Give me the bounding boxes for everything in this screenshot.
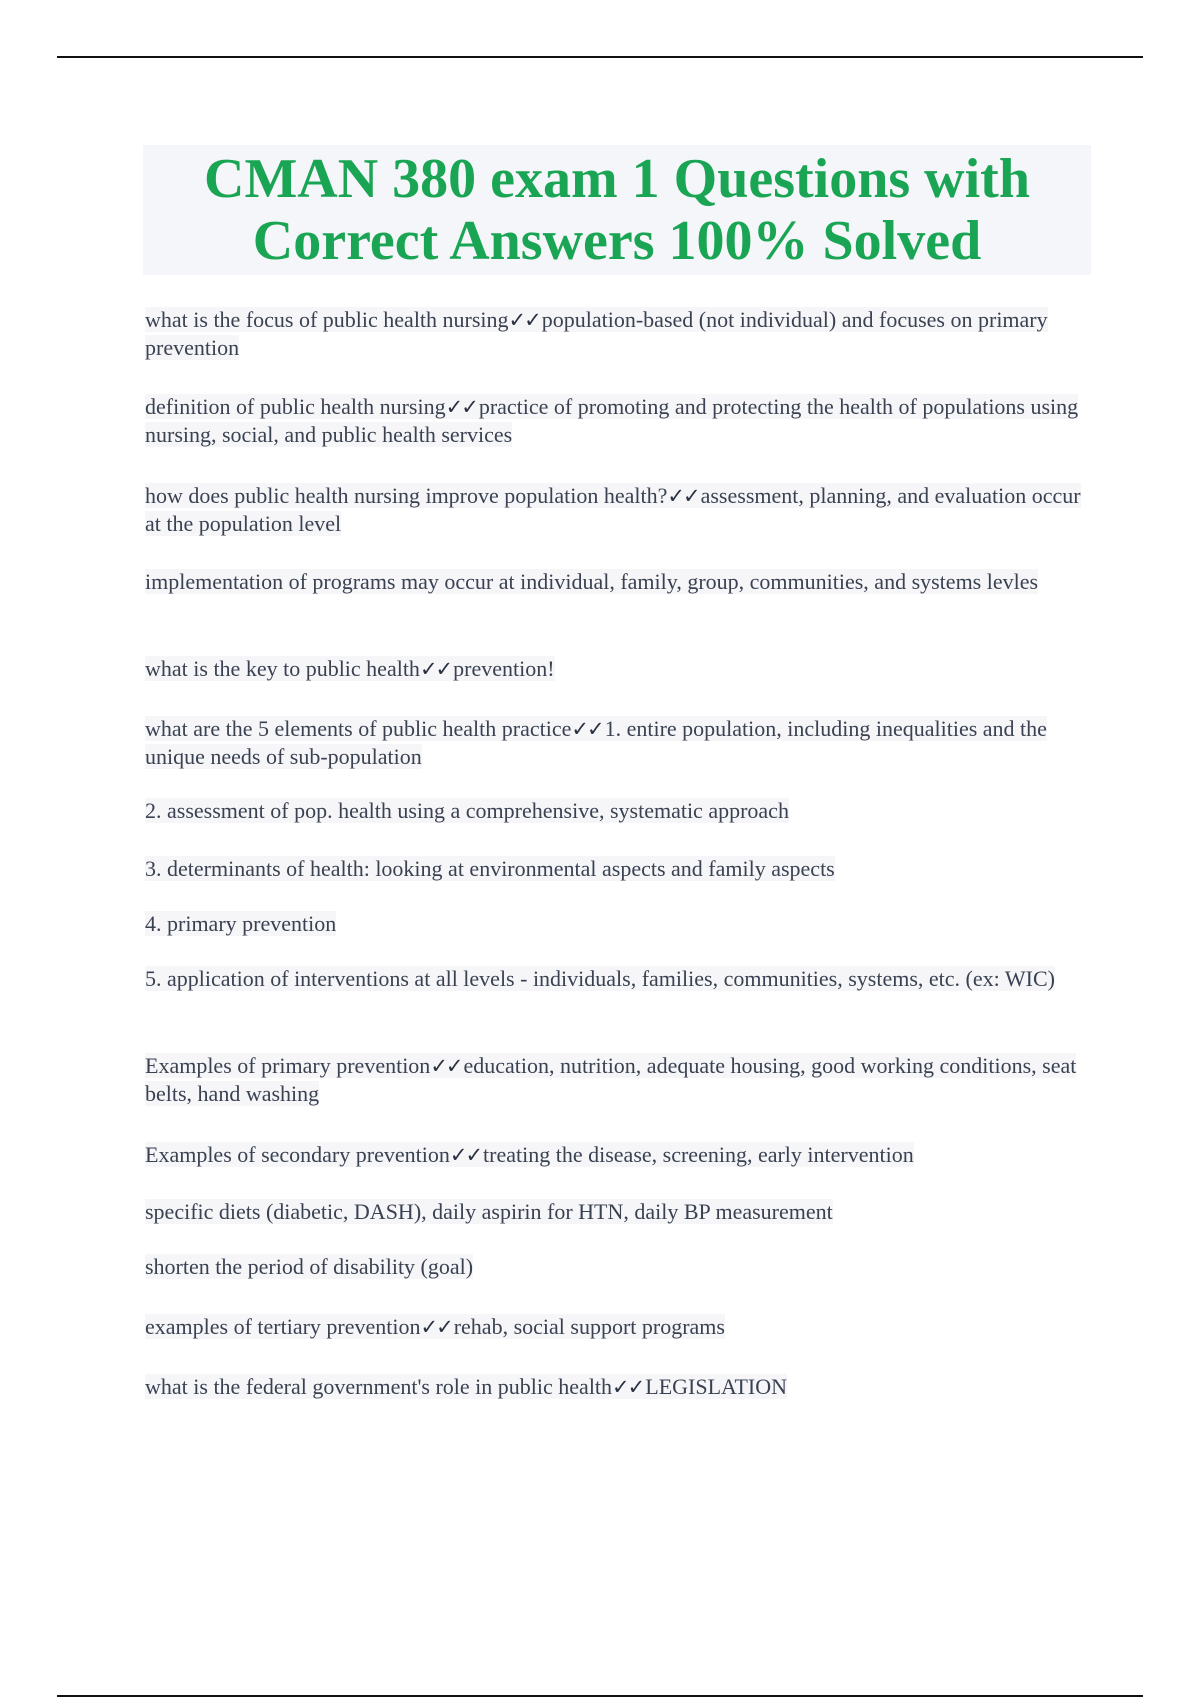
question-text: what is the key to public health (145, 656, 420, 681)
bottom-rule (57, 1695, 1143, 1697)
question-text: examples of tertiary prevention (145, 1314, 421, 1339)
double-check-icon: ✓✓ (430, 1054, 462, 1078)
answer-text: treating the disease, screening, early intervention (483, 1142, 914, 1167)
answer-text: LEGISLATION (645, 1374, 788, 1399)
question-text: what is the focus of public health nursing (145, 307, 509, 332)
double-check-icon: ✓✓ (445, 395, 477, 419)
qa-item (145, 482, 1095, 538)
double-check-icon: ✓✓ (571, 717, 603, 741)
qa-item (145, 1141, 1095, 1169)
qa-item (145, 855, 1095, 883)
paragraph-text: 3. determinants of health: looking at environmental aspects and family aspects (145, 856, 835, 881)
qa-item (145, 797, 1095, 825)
qa-item (145, 306, 1095, 362)
qa-item (145, 568, 1095, 596)
qa-item (145, 910, 1095, 938)
answer-text: population-based (not individual) and focuses on primary prevention (145, 307, 1048, 360)
qa-item (145, 1373, 1095, 1401)
question-text: how does public health nursing improve population health? (145, 483, 668, 508)
answer-text: assessment, planning, and evaluation occur at the population level (145, 483, 1081, 536)
answer-text: prevention! (453, 656, 555, 681)
paragraph-text: implementation of programs may occur at individual, family, group, communities, and systems levles (145, 569, 1039, 594)
title-line-2: Correct Answers 100% Solved (252, 210, 982, 272)
document-title (143, 145, 1091, 275)
answer-text: 1. entire population, including inequalities and the unique needs of sub-population (145, 716, 1047, 769)
qa-item (145, 393, 1095, 449)
paragraph-text: specific diets (diabetic, DASH), daily aspirin for HTN, daily BP measurement (145, 1199, 833, 1224)
qa-item (145, 715, 1095, 771)
top-rule (57, 56, 1143, 58)
answer-text: education, nutrition, adequate housing, good working conditions, seat belts, hand washing (145, 1053, 1077, 1106)
qa-item (145, 1052, 1095, 1108)
paragraph-text: 4. primary prevention (145, 911, 337, 936)
qa-item (145, 1253, 1095, 1281)
double-check-icon: ✓✓ (508, 308, 540, 332)
title-line-1: CMAN 380 exam 1 Questions with (204, 148, 1030, 210)
paragraph-text: shorten the period of disability (goal) (145, 1254, 474, 1279)
qa-item (145, 1313, 1095, 1341)
paragraph-text: 2. assessment of pop. health using a comprehensive, systematic approach (145, 798, 789, 823)
question-text: Examples of primary prevention (145, 1053, 431, 1078)
answer-text: practice of promoting and protecting the health of populations using nursing, social, and public health services (145, 394, 1079, 447)
double-check-icon: ✓✓ (449, 1143, 482, 1167)
question-text: what are the 5 elements of public health practice (145, 716, 572, 741)
question-text: Examples of secondary prevention (145, 1142, 450, 1167)
double-check-icon: ✓✓ (612, 1375, 644, 1399)
paragraph-text: 5. application of interventions at all levels - individuals, families, communities, systems, etc. (ex: WIC) (145, 966, 1055, 991)
question-text: definition of public health nursing (145, 394, 446, 419)
answer-text: rehab, social support programs (453, 1314, 725, 1339)
double-check-icon: ✓✓ (667, 484, 699, 508)
double-check-icon: ✓✓ (420, 1315, 452, 1339)
qa-item (145, 965, 1095, 993)
qa-item (145, 655, 1095, 683)
question-text: what is the federal government's role in public health (145, 1374, 613, 1399)
qa-item (145, 1198, 1095, 1226)
double-check-icon: ✓✓ (419, 657, 452, 681)
